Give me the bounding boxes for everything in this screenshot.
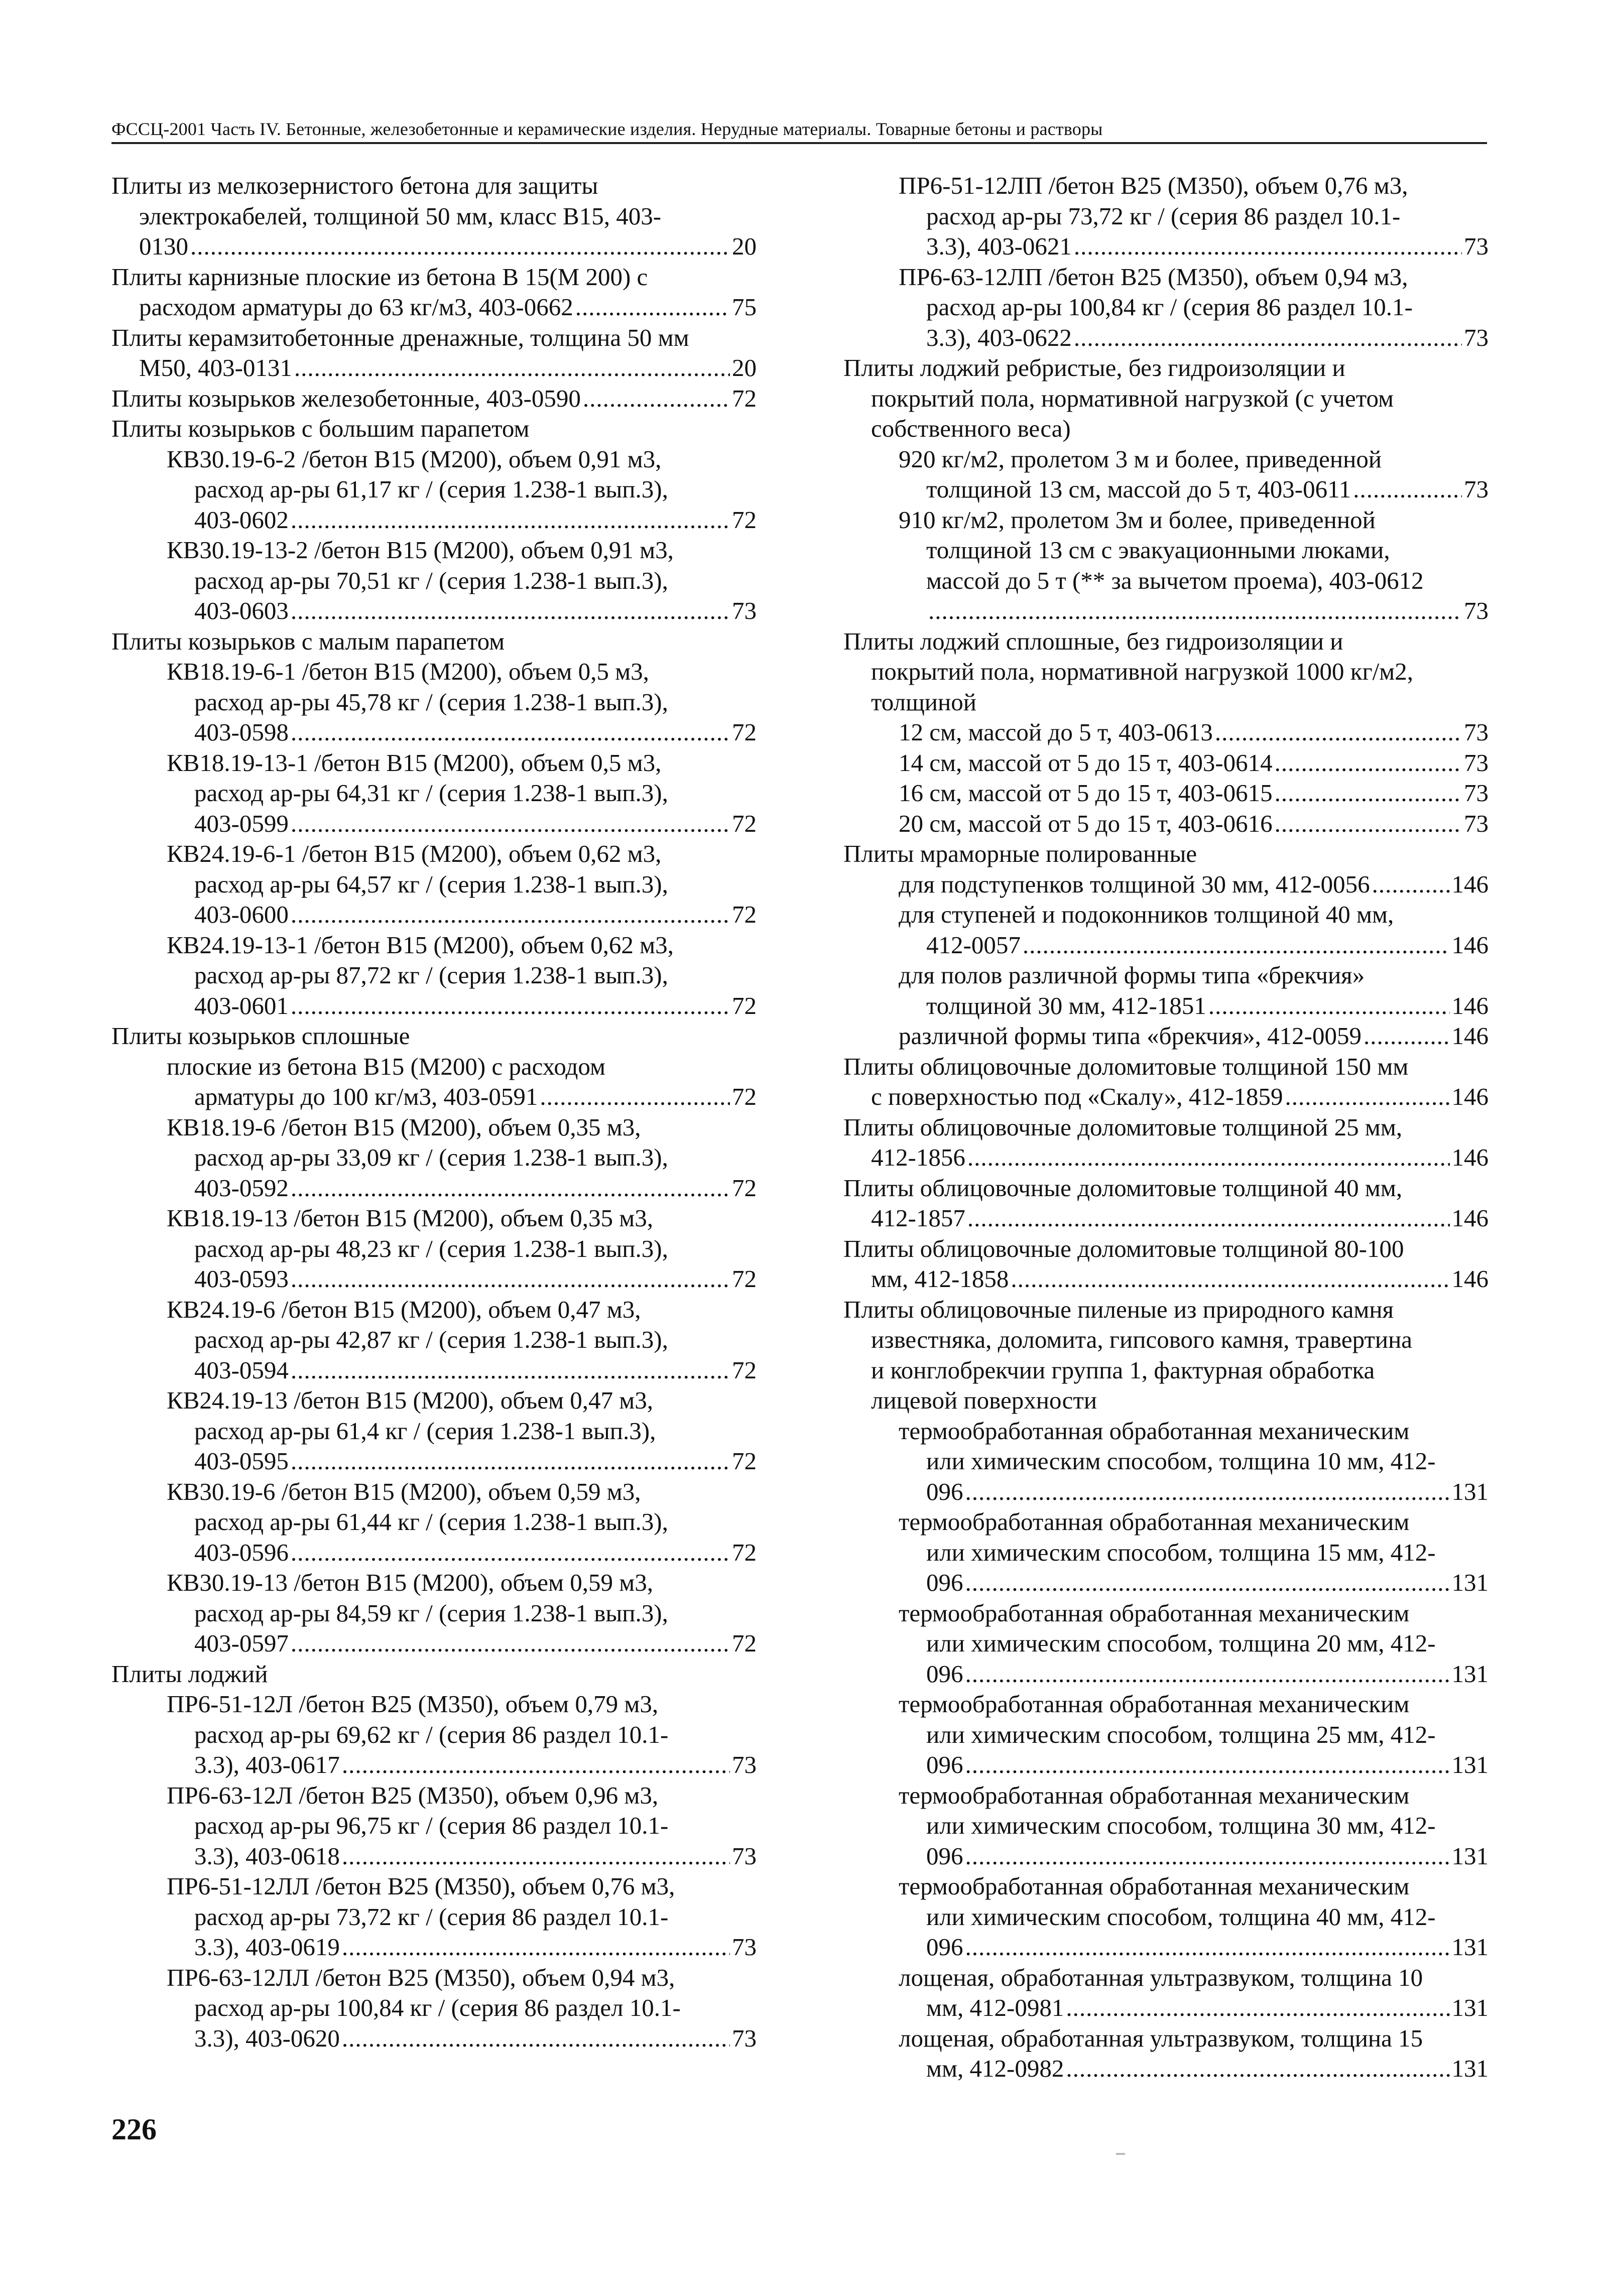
index-entry [843,1112,1489,1173]
entry-page-ref: 73 [1464,597,1489,624]
entry-text: расход ар-ры 45,78 кг / (серия 1.238-1 вып.3), [194,688,668,716]
entry-page-ref: 146 [1451,1143,1489,1171]
entry-text: 403-0603 [194,597,289,624]
entry-text: Плиты облицовочные доломитовые толщиной 40 мм, [843,1174,1403,1202]
dot-leader [291,900,730,930]
entry-text: Плиты облицовочные пиленые из природного камня [843,1295,1394,1323]
index-entry [111,930,757,1022]
entry-text: расход ар-ры 64,57 кг / (серия 1.238-1 вып.3), [194,870,668,898]
index-entry [111,1871,757,1963]
entry-text: толщиной 13 см, массой до 5 т, 403-0611 [926,475,1351,503]
entry-page-ref: 72 [732,809,757,837]
index-column-right [843,171,1489,2084]
entry-text: ПР6-51-12ЛП /бетон В25 (М350), объем 0,76 м3, [899,172,1408,199]
entry-text: КВ30.19-6-2 /бетон В15 (М200), объем 0,91 м3, [167,445,662,473]
entry-page-ref: 72 [732,1447,757,1475]
entry-text: термообработанная обработанная механическим [899,1872,1410,1900]
entry-page-ref: 72 [732,505,757,534]
entry-page-ref: 146 [1451,1083,1489,1110]
entry-text: для подступенков толщиной 30 мм, 412-0056 [899,870,1370,898]
entry-text: 096 [926,1569,963,1596]
entry-page-ref: 131 [1451,1751,1489,1778]
dot-leader [1011,1264,1449,1295]
index-column-left [111,171,757,2054]
dot-leader [291,717,730,748]
entry-text: 412-1856 [871,1143,965,1171]
entry-text: Плиты лоджий ребристые, без гидроизоляции и [843,354,1345,381]
dot-leader [1353,474,1462,505]
index-entry [111,171,757,262]
entry-text: КВ24.19-13-1 /бетон В15 (М200), объем 0,62 м3, [167,931,674,959]
dot-leader [291,505,730,536]
entry-page-ref: 72 [732,1356,757,1384]
entry-page-ref: 73 [1464,779,1489,807]
entry-text: термообработанная обработанная механическим [899,1690,1410,1718]
entry-text: покрытий пола, нормативной нагрузкой 1000 кг/м2, [871,658,1414,685]
index-entry [111,1052,757,1112]
dot-leader [965,1750,1450,1780]
entry-page-ref: 146 [1451,1204,1489,1232]
entry-text: Плиты козырьков сплошные [111,1022,410,1050]
entry-text: КВ18.19-13 /бетон В15 (М200), объем 0,35 м3, [167,1204,654,1232]
entry-text: расход ар-ры 100,84 кг / (серия 86 раздел 10.1- [194,1994,681,2021]
entry-page-ref: 131 [1451,1569,1489,1596]
entry-text: 12 см, массой до 5 т, 403-0613 [899,718,1213,746]
index-entry [843,1416,1489,1507]
entry-page-ref: 72 [732,1174,757,1202]
dot-leader [540,1082,730,1112]
index-entry [111,535,757,626]
dot-leader [1275,748,1462,779]
running-header: ФССЦ-2001 Часть IV. Бетонные, железобетонные и керамические изделия. Нерудные материалы. Товарные бетоны и растворы [111,119,1103,139]
entry-text: КВ18.19-13-1 /бетон В15 (М200), объем 0,5 м3, [167,748,662,777]
entry-page-ref: 131 [1451,1660,1489,1688]
entry-page-ref: 73 [1464,718,1489,746]
entry-text: 3.3), 403-0618 [194,1842,340,1870]
entry-text: ПР6-63-12ЛП /бетон В25 (М350), объем 0,94 м3, [899,263,1408,291]
entry-text: 412-0057 [926,931,1021,959]
entry-text: расход ар-ры 61,44 кг / (серия 1.238-1 вып.3), [194,1508,668,1536]
entry-page-ref: 20 [732,354,757,381]
entry-text: 096 [926,1842,963,1870]
entry-text: или химическим способом, толщина 20 мм, 412- [926,1629,1436,1657]
index-entry [843,1780,1489,1872]
entry-text: Плиты козырьков с малым парапетом [111,627,505,655]
entry-text: расходом арматуры до 63 кг/м3, 403-0662 [139,293,573,321]
entry-text: ПР6-63-12ЛЛ /бетон В25 (М350), объем 0,94 м3, [167,1963,675,1991]
index-entry [843,626,1489,718]
dot-leader [291,1355,730,1386]
entry-page-ref: 146 [1451,931,1489,959]
dot-leader [583,384,730,414]
entry-text: 403-0597 [194,1629,289,1657]
entry-text: 403-0593 [194,1265,289,1293]
index-entry [843,1871,1489,1963]
dot-leader [291,1173,730,1204]
entry-text: мм, 412-0981 [926,1994,1064,2021]
entry-text: термообработанная обработанная механическим [899,1781,1410,1809]
entry-text: расход ар-ры 73,72 кг / (серия 86 раздел 10.1- [926,202,1401,230]
entry-text: или химическим способом, толщина 40 мм, 412- [926,1902,1436,1931]
dot-leader [965,1477,1450,1507]
dot-leader [928,596,1462,626]
dot-leader [1285,1082,1450,1112]
entry-text: лощеная, обработанная ультразвуком, толщина 10 [899,1963,1423,1991]
entry-text: 910 кг/м2, пролетом 3м и более, приведенной [899,505,1376,534]
entry-text: Плиты облицовочные доломитовые толщиной 150 мм [843,1052,1409,1080]
entry-text: расход ар-ры 73,72 кг / (серия 86 раздел 10.1- [194,1902,669,1931]
entry-text: Плиты мраморные полированные [843,840,1197,867]
dot-leader [1275,809,1462,839]
index-entry [843,1052,1489,1112]
entry-page-ref: 72 [732,384,757,412]
dot-leader [291,596,730,626]
entry-page-ref: 146 [1451,991,1489,1019]
entry-text: 403-0595 [194,1447,289,1475]
index-entry [111,444,757,536]
index-entry [843,505,1489,626]
entry-text: расход ар-ры 33,09 кг / (серия 1.238-1 вып.3), [194,1143,668,1171]
entry-text: расход ар-ры 84,59 кг / (серия 1.238-1 вып.3), [194,1599,668,1627]
index-entry [843,1963,1489,2023]
entry-page-ref: 72 [732,1538,757,1566]
entry-text: 403-0599 [194,809,289,837]
entry-page-ref: 131 [1451,1994,1489,2021]
entry-text: расход ар-ры 87,72 кг / (серия 1.238-1 вып.3), [194,961,668,989]
index-entry [843,353,1489,444]
entry-page-ref: 131 [1451,1842,1489,1870]
entry-text: лицевой поверхности [871,1386,1097,1414]
dot-leader [965,1841,1450,1872]
entry-text: 3.3), 403-0617 [194,1751,340,1778]
entry-text: КВ30.19-6 /бетон В15 (М200), объем 0,59 м3, [167,1477,641,1505]
index-entry [843,1234,1489,1295]
dot-leader [1372,869,1450,900]
dot-leader [342,1841,730,1872]
dot-leader [1215,717,1462,748]
entry-page-ref: 73 [732,1933,757,1961]
dot-leader [190,231,730,262]
entry-text: КВ24.19-13 /бетон В15 (М200), объем 0,47 м3, [167,1386,654,1414]
entry-text: арматуры до 100 кг/м3, 403-0591 [194,1083,538,1110]
entry-text: или химическим способом, толщина 15 мм, 412- [926,1538,1436,1566]
entry-text: толщиной [871,688,976,716]
header-rule [111,142,1487,144]
entry-text: Плиты лоджий [111,1660,268,1688]
entry-page-ref: 73 [732,1751,757,1778]
entry-text: и конглобрекчии группа 1, фактурная обработка [871,1356,1375,1384]
entry-text: 3.3), 403-0619 [194,1933,340,1961]
entry-text: 20 см, массой от 5 до 15 т, 403-0616 [899,809,1273,837]
entry-text: КВ18.19-6 /бетон В15 (М200), объем 0,35 м3, [167,1113,641,1141]
entry-text: или химическим способом, толщина 30 мм, 412- [926,1812,1436,1839]
index-entry [111,384,757,414]
entry-page-ref: 72 [732,1083,757,1110]
entry-text: расход ар-ры 96,75 кг / (серия 86 раздел 10.1- [194,1812,669,1839]
entry-text: расход ар-ры 61,17 кг / (серия 1.238-1 вып.3), [194,475,668,503]
dot-leader [291,1628,730,1659]
entry-page-ref: 75 [732,293,757,321]
entry-text: 096 [926,1660,963,1688]
entry-page-ref: 73 [1464,232,1489,260]
entry-text: мм, 412-1858 [871,1265,1009,1293]
index-entry [111,1963,757,2054]
entry-text: 403-0594 [194,1356,289,1384]
entry-page-ref: 72 [732,718,757,746]
entry-text: Плиты керамзитобетонные дренажные, толщина 50 мм [111,323,689,351]
entry-page-ref: 72 [732,991,757,1019]
dot-leader [291,1264,730,1295]
index-entry [111,1385,757,1477]
entry-page-ref: 72 [732,1265,757,1293]
index-entry [843,2023,1489,2084]
index-entry [843,262,1489,353]
index-entry [843,444,1489,505]
entry-page-ref: 146 [1451,870,1489,898]
entry-text: термообработанная обработанная механическим [899,1599,1410,1627]
index-entry [111,839,757,930]
entry-text: ПР6-51-12Л /бетон В25 (М350), объем 0,79 м3, [167,1690,659,1718]
entry-page-ref: 73 [732,1842,757,1870]
entry-text: или химическим способом, толщина 25 мм, 412- [926,1720,1436,1748]
entry-text: Плиты облицовочные доломитовые толщиной 25 мм, [843,1113,1403,1141]
entry-page-ref: 73 [732,2024,757,2052]
dot-leader [967,1203,1450,1234]
index-entry [843,1021,1489,1052]
entry-text: или химическим способом, толщина 10 мм, 412- [926,1447,1436,1475]
entry-text: плоские из бетона В15 (М200) с расходом [167,1052,605,1080]
entry-page-ref: 73 [1464,475,1489,503]
dot-leader [575,292,730,323]
dot-leader [1364,1021,1450,1052]
entry-text: ПР6-63-12Л /бетон В25 (М350), объем 0,96 м3, [167,1781,659,1809]
index-entry [111,262,757,323]
entry-text: расход ар-ры 64,31 кг / (серия 1.238-1 вып.3), [194,779,668,807]
dot-leader [965,1568,1450,1598]
entry-text: 403-0592 [194,1174,289,1202]
index-entry [843,809,1489,839]
index-entry [843,869,1489,900]
entry-page-ref: 73 [732,597,757,624]
index-entry [843,778,1489,809]
index-entry [843,900,1489,960]
entry-text: 403-0596 [194,1538,289,1566]
entry-text: 3.3), 403-0622 [926,323,1072,351]
index-entry [843,748,1489,779]
dot-leader [291,991,730,1022]
entry-page-ref: 131 [1451,1933,1489,1961]
index-entry [111,414,757,444]
entry-text: с поверхностью под «Скалу», 412-1859 [871,1083,1283,1110]
entry-text: 403-0598 [194,718,289,746]
entry-text: толщиной 30 мм, 412-1851 [926,991,1206,1019]
index-entry [111,1780,757,1872]
entry-text: термообработанная обработанная механическим [899,1417,1410,1445]
index-entry [111,1568,757,1659]
dot-leader [291,1446,730,1477]
entry-text: 403-0601 [194,991,289,1019]
entry-text: известняка, доломита, гипсового камня, травертина [871,1326,1413,1353]
index-entry [843,1295,1489,1416]
entry-text: 0130 [139,232,188,260]
entry-text: 3.3), 403-0621 [926,232,1072,260]
entry-text: 403-0600 [194,901,289,928]
dot-leader [1074,323,1462,353]
dot-leader [342,1750,730,1780]
index-entry [843,171,1489,262]
entry-page-ref: 146 [1451,1022,1489,1050]
entry-page-ref: 72 [732,1629,757,1657]
entry-text: расход ар-ры 69,62 кг / (серия 86 раздел 10.1- [194,1720,669,1748]
index-entry [111,657,757,748]
entry-page-ref: 131 [1451,2055,1489,2082]
dot-leader [1208,991,1450,1022]
index-entry [111,748,757,839]
dot-leader [291,809,730,839]
entry-text: 3.3), 403-0620 [194,2024,340,2052]
entry-text: 096 [926,1477,963,1505]
index-entry [843,1507,1489,1598]
dot-leader [1074,231,1462,262]
index-entry [843,1598,1489,1690]
index-entry [843,960,1489,1021]
index-entry [111,1689,757,1780]
entry-text: Плиты козырьков железобетонные, 403-0590 [111,384,581,412]
dot-leader [1066,2054,1449,2084]
entry-text: 403-0602 [194,505,289,534]
entry-text: лощеная, обработанная ультразвуком, толщина 15 [899,2024,1423,2052]
entry-text: Плиты лоджий сплошные, без гидроизоляции и [843,627,1343,655]
entry-text: 096 [926,1933,963,1961]
entry-text: КВ24.19-6 /бетон В15 (М200), объем 0,47 м3, [167,1295,641,1323]
entry-page-ref: 72 [732,901,757,928]
index-entry [111,323,757,384]
entry-text: расход ар-ры 100,84 кг / (серия 86 раздел 10.1- [926,293,1413,321]
entry-text: КВ18.19-6-1 /бетон В15 (М200), объем 0,5 м3, [167,658,649,685]
entry-text: 14 см, массой от 5 до 15 т, 403-0614 [899,748,1273,777]
index-entry [843,717,1489,748]
entry-text: для ступеней и подоконников толщиной 40 мм, [899,901,1394,928]
index-entry [111,1021,757,1052]
entry-text: 096 [926,1751,963,1778]
entry-text: мм, 412-0982 [926,2055,1064,2082]
entry-text: покрытий пола, нормативной нагрузкой (с учетом [871,384,1394,412]
page-number: 226 [111,2113,157,2146]
entry-text: КВ30.19-13-2 /бетон В15 (М200), объем 0,91 м3, [167,536,674,564]
dot-leader [1066,1993,1449,2023]
scan-speck [1116,2153,1125,2155]
index-entry [111,1112,757,1204]
entry-text: КВ24.19-6-1 /бетон В15 (М200), объем 0,62 м3, [167,840,662,867]
entry-text: термообработанная обработанная механическим [899,1508,1410,1536]
entry-text: КВ30.19-13 /бетон В15 (М200), объем 0,59 м3, [167,1569,654,1596]
dot-leader [965,1659,1450,1690]
entry-text: толщиной 13 см с эвакуационными люками, [926,536,1390,564]
entry-text: расход ар-ры 70,51 кг / (серия 1.238-1 вып.3), [194,566,668,594]
index-entry [111,626,757,657]
entry-text: ПР6-51-12ЛЛ /бетон В25 (М350), объем 0,76 м3, [167,1872,675,1900]
entry-text: расход ар-ры 42,87 кг / (серия 1.238-1 вып.3), [194,1326,668,1353]
entry-text: расход ар-ры 48,23 кг / (серия 1.238-1 вып.3), [194,1234,668,1262]
entry-page-ref: 20 [732,232,757,260]
dot-leader [1023,930,1450,961]
dot-leader [965,1932,1450,1963]
dot-leader [967,1142,1450,1173]
dot-leader [342,2023,730,2054]
entry-text: М50, 403-0131 [139,354,292,381]
index-entry [111,1477,757,1568]
entry-text: 920 кг/м2, пролетом 3 м и более, приведенной [899,445,1382,473]
entry-page-ref: 73 [1464,809,1489,837]
index-entry [843,1689,1489,1780]
index-entry [111,1295,757,1386]
entry-text: Плиты облицовочные доломитовые толщиной 80-100 [843,1234,1404,1262]
entry-text: Плиты из мелкозернистого бетона для защиты [111,172,598,199]
dot-leader [291,1538,730,1568]
entry-text: 16 см, массой от 5 до 15 т, 403-0615 [899,779,1273,807]
index-entry [111,1203,757,1295]
dot-leader [294,353,730,384]
entry-page-ref: 146 [1451,1265,1489,1293]
dot-leader [342,1932,730,1963]
index-entry [111,1659,757,1690]
entry-text: собственного веса) [871,415,1071,442]
entry-text: 412-1857 [871,1204,965,1232]
entry-text: различной формы типа «брекчия», 412-0059 [899,1022,1362,1050]
dot-leader [1275,778,1462,809]
entry-text: расход ар-ры 61,4 кг / (серия 1.238-1 вып.3), [194,1417,656,1445]
entry-text: Плиты карнизные плоские из бетона В 15(М 200) с [111,263,648,291]
entry-text: массой до 5 т (** за вычетом проема), 403-0612 [926,566,1424,594]
index-entry [843,839,1489,869]
index-entry [843,1173,1489,1234]
entry-text: Плиты козырьков с большим парапетом [111,415,530,442]
entry-page-ref: 73 [1464,323,1489,351]
entry-text: электрокабелей, толщиной 50 мм, класс В15, 403- [139,202,662,230]
entry-page-ref: 131 [1451,1477,1489,1505]
entry-page-ref: 73 [1464,748,1489,777]
entry-text: для полов различной формы типа «брекчия» [899,961,1365,989]
